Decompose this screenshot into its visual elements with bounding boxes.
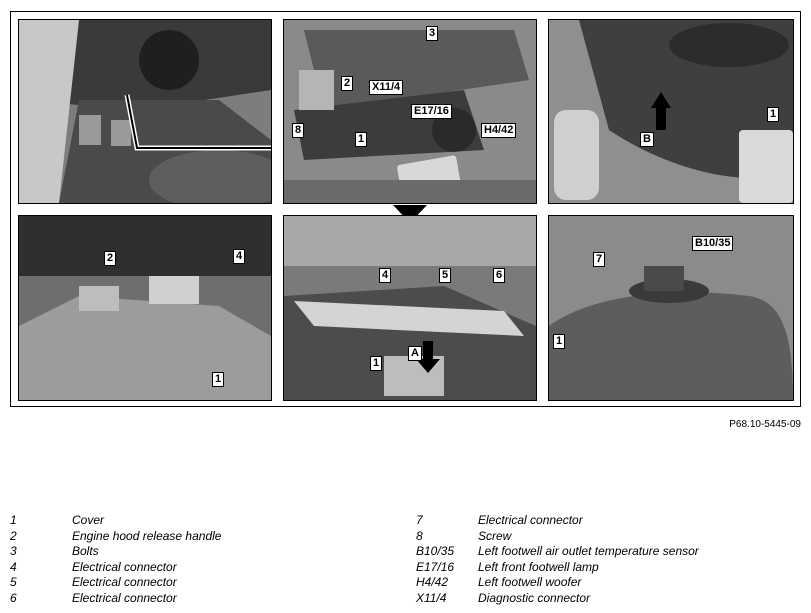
legend-description: Engine hood release handle bbox=[72, 528, 222, 543]
callout-8: 8 bbox=[292, 123, 304, 138]
callout-h4-42: H4/42 bbox=[481, 123, 516, 138]
callout-2: 2 bbox=[341, 76, 353, 91]
legend-row bbox=[10, 574, 410, 590]
legend-code: 4 bbox=[10, 559, 17, 574]
legend-code: 7 bbox=[416, 513, 423, 527]
legend-description: Screw bbox=[478, 528, 512, 543]
callout-4: 4 bbox=[233, 249, 245, 264]
legend-description: Electrical connector bbox=[72, 590, 177, 605]
legend-description: Electrical connector bbox=[478, 513, 583, 527]
legend-row bbox=[10, 543, 410, 559]
photo-sensor-detail bbox=[548, 215, 794, 401]
callout-7: 7 bbox=[593, 252, 605, 267]
legend-description: Bolts bbox=[72, 544, 99, 558]
legend-row bbox=[10, 512, 410, 528]
legend-description: Left footwell air outlet temperature sensor bbox=[478, 544, 699, 558]
callout-1: 1 bbox=[553, 334, 565, 349]
callout-b: B bbox=[640, 132, 654, 147]
legend-row bbox=[416, 512, 811, 528]
legend-row bbox=[416, 559, 811, 575]
photo-cover-removal bbox=[548, 19, 794, 204]
legend-row bbox=[416, 543, 811, 559]
legend-row bbox=[10, 528, 410, 544]
legend-code: 6 bbox=[10, 590, 17, 605]
callout-a: A bbox=[408, 346, 422, 361]
legend-row bbox=[10, 559, 410, 575]
legend-row bbox=[10, 590, 410, 606]
callout-x11-4: X11/4 bbox=[369, 80, 403, 95]
legend-code: 1 bbox=[10, 513, 17, 527]
legend-description: Cover bbox=[72, 513, 105, 527]
legend-row bbox=[416, 574, 811, 590]
legend-description: Electrical connector bbox=[72, 575, 177, 589]
legend-code: 8 bbox=[416, 528, 423, 543]
legend-code: H4/42 bbox=[416, 575, 449, 589]
photo-cover-lowered bbox=[283, 215, 537, 401]
legend-code: 3 bbox=[10, 544, 17, 558]
legend-description: Diagnostic connector bbox=[478, 590, 591, 605]
legend-description: Electrical connector bbox=[72, 559, 177, 574]
legend-code: E17/16 bbox=[416, 559, 455, 574]
callout-4: 4 bbox=[379, 268, 391, 283]
legend-code: B10/35 bbox=[416, 544, 455, 558]
figure-frame bbox=[10, 11, 801, 407]
callout-1: 1 bbox=[370, 356, 382, 371]
legend-code: 2 bbox=[10, 528, 17, 543]
callout-1: 1 bbox=[355, 132, 367, 147]
photo-cover-connectors bbox=[283, 19, 537, 204]
photo-cover-detail bbox=[18, 215, 272, 401]
figure-code: P68.10-5445-09 bbox=[729, 419, 801, 430]
callout-2: 2 bbox=[104, 251, 116, 266]
legend-description: Left footwell woofer bbox=[478, 575, 582, 589]
callout-1: 1 bbox=[212, 372, 224, 387]
legend-code: 5 bbox=[10, 575, 17, 589]
callout-b10-35: B10/35 bbox=[692, 236, 733, 251]
photo-footwell-overview bbox=[18, 19, 272, 204]
callout-3: 3 bbox=[426, 26, 438, 41]
callout-1: 1 bbox=[767, 107, 779, 122]
legend-description: Left front footwell lamp bbox=[478, 559, 599, 574]
legend-code: X11/4 bbox=[416, 590, 447, 605]
legend-row bbox=[416, 590, 811, 606]
callout-5: 5 bbox=[439, 268, 451, 283]
callout-e17-16: E17/16 bbox=[411, 104, 452, 119]
legend-row bbox=[416, 528, 811, 544]
callout-6: 6 bbox=[493, 268, 505, 283]
